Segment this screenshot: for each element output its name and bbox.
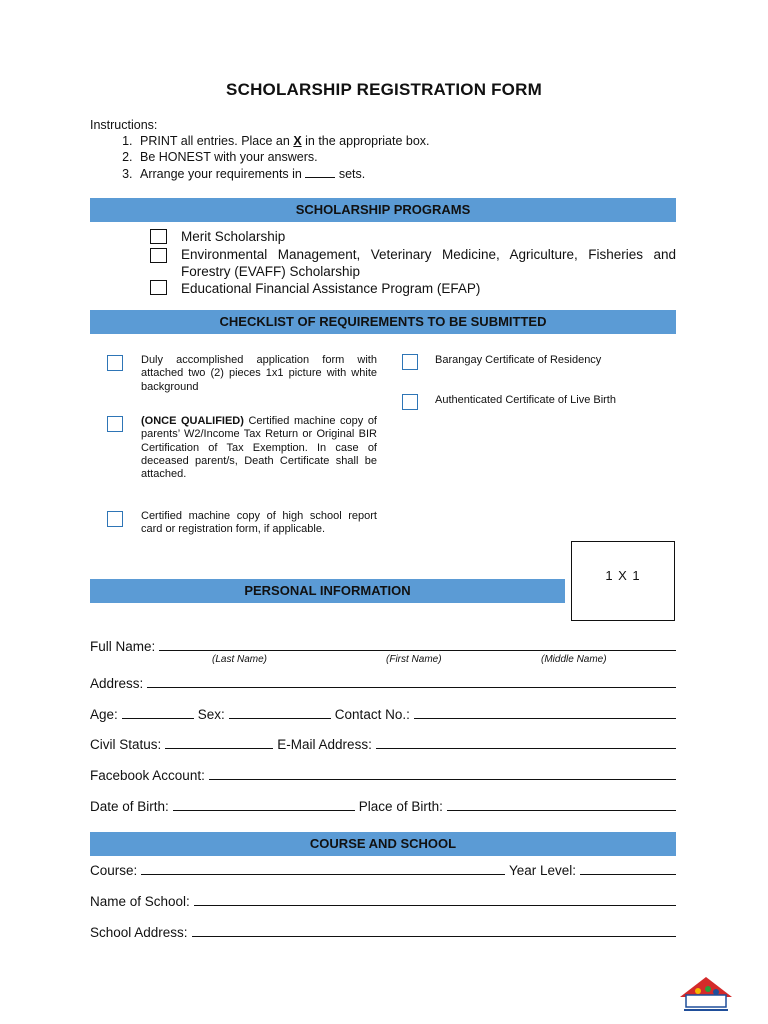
- birth-certificate-checkbox[interactable]: [402, 394, 418, 410]
- email-label: E-Mail Address:: [277, 737, 372, 752]
- school-address-field[interactable]: [90, 922, 676, 940]
- barangay-certificate-checkbox[interactable]: [402, 354, 418, 370]
- merit-scholarship-label: Merit Scholarship: [181, 229, 286, 244]
- email-line[interactable]: [376, 748, 676, 749]
- evaff-scholarship-checkbox[interactable]: [150, 248, 167, 263]
- place-of-birth-label: Place of Birth:: [358, 799, 443, 814]
- address-line[interactable]: [147, 687, 676, 688]
- birth-row[interactable]: [90, 796, 676, 814]
- middle-name-caption: (Middle Name): [541, 654, 607, 665]
- civil-status-line[interactable]: [165, 748, 273, 749]
- sex-line[interactable]: [229, 718, 331, 719]
- course-label: Course:: [90, 863, 138, 878]
- merit-scholarship-checkbox[interactable]: [150, 229, 167, 244]
- school-address-label: School Address:: [90, 925, 188, 940]
- age-sex-contact-row[interactable]: [90, 704, 676, 722]
- application-form-requirement: Duly accomplished application form with attached two (2) pieces 1x1 picture with white background: [141, 354, 377, 393]
- year-level-line[interactable]: [580, 874, 676, 875]
- logo-underline: [684, 1009, 728, 1011]
- civil-status-email-row[interactable]: [90, 734, 676, 752]
- logo-figure-green: [705, 986, 711, 992]
- evaff-scholarship-label: Environmental Management, Veterinary Medicine, Agriculture, Fisheries and Forestry (EVAFF) Scholarship: [181, 247, 676, 279]
- instructions-list: [90, 133, 430, 182]
- age-line[interactable]: [122, 718, 194, 719]
- year-level-label: Year Level:: [508, 863, 576, 878]
- facebook-line[interactable]: [209, 779, 676, 780]
- checklist-header: CHECKLIST OF REQUIREMENTS TO BE SUBMITTED: [90, 310, 676, 334]
- instruction-item: 1. PRINT all entries. Place an X in the appropriate box.: [136, 133, 430, 149]
- contact-label: Contact No.:: [334, 707, 410, 722]
- form-title: SCHOLARSHIP REGISTRATION FORM: [226, 80, 542, 99]
- facebook-field[interactable]: [90, 765, 676, 783]
- application-form-checkbox[interactable]: [107, 355, 123, 371]
- first-name-caption: (First Name): [386, 654, 442, 665]
- report-card-requirement: Certified machine copy of high school report card or registration form, if applicable.: [141, 510, 377, 536]
- scholarship-programs-header: SCHOLARSHIP PROGRAMS: [90, 198, 676, 222]
- last-name-caption: (Last Name): [212, 654, 268, 665]
- course-year-row[interactable]: [90, 860, 676, 878]
- place-of-birth-line[interactable]: [447, 810, 676, 811]
- income-tax-checkbox[interactable]: [107, 416, 123, 432]
- school-address-line[interactable]: [192, 936, 676, 937]
- instructions-heading: Instructions:: [90, 118, 158, 132]
- address-field[interactable]: [90, 673, 676, 691]
- instruction-item: 3. Arrange your requirements in sets.: [136, 165, 430, 182]
- contact-line[interactable]: [414, 718, 676, 719]
- date-of-birth-label: Date of Birth:: [90, 799, 169, 814]
- logo-figure-yellow: [695, 988, 701, 994]
- photo-box[interactable]: 1 X 1: [571, 541, 675, 621]
- age-label: Age:: [90, 707, 118, 722]
- logo-figure-blue: [713, 989, 719, 995]
- efap-label: Educational Financial Assistance Program (EFAP): [181, 281, 481, 296]
- instruction-item: 2. Be HONEST with your answers.: [136, 149, 430, 165]
- school-name-field[interactable]: [90, 891, 676, 909]
- personal-information-header: PERSONAL INFORMATION: [90, 579, 565, 603]
- school-name-line[interactable]: [194, 905, 676, 906]
- address-label: Address:: [90, 676, 144, 691]
- sex-label: Sex:: [197, 707, 225, 722]
- efap-checkbox[interactable]: [150, 280, 167, 295]
- birth-certificate-requirement: Authenticated Certificate of Live Birth: [435, 394, 616, 406]
- civil-status-label: Civil Status:: [90, 737, 162, 752]
- course-school-header: COURSE AND SCHOOL: [90, 832, 676, 856]
- full-name-label: Full Name:: [90, 639, 156, 654]
- school-name-label: Name of School:: [90, 894, 190, 909]
- full-name-line[interactable]: [159, 650, 676, 651]
- date-of-birth-line[interactable]: [173, 810, 355, 811]
- barangay-certificate-requirement: Barangay Certificate of Residency: [435, 354, 602, 366]
- logo-base: [686, 995, 726, 1007]
- agency-logo: [676, 975, 736, 1015]
- instructions: [90, 117, 430, 182]
- report-card-checkbox[interactable]: [107, 511, 123, 527]
- facebook-label: Facebook Account:: [90, 768, 205, 783]
- income-tax-requirement: (ONCE QUALIFIED) Certified machine copy of parents’ W2/Income Tax Return or Original BIR Certification of Tax Exemption. In case of deceased parent/s, Death Certificate shall be attached.: [141, 415, 377, 481]
- full-name-field[interactable]: [90, 636, 676, 654]
- course-line[interactable]: [141, 874, 505, 875]
- sets-blank[interactable]: [305, 165, 335, 178]
